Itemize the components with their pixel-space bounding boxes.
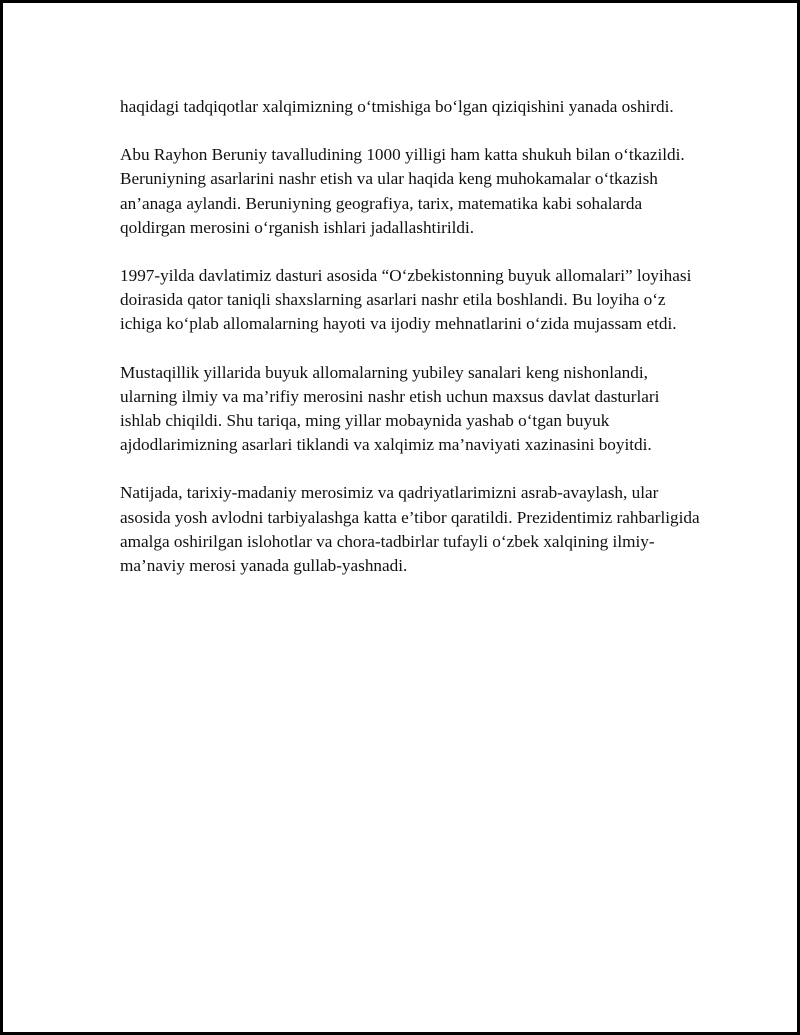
paragraph-3: 1997-yilda davlatimiz dasturi asosida “Oʻzbekistonning buyuk allomalari” loyihasi doirasida qator taniqli shaxslarning asarlari nashr etila boshlandi. Bu loyiha oʻz ichiga koʻplab allomalarning hayoti va ijodiy mehnatlarini oʻzida mujassam etdi.: [120, 266, 692, 334]
paragraph-4: Mustaqillik yillarida buyuk allomalarning yubiley sanalari keng nishonlandi, ularning ilmiy va ma’rifiy merosini nashr etish uchun maxsus davlat dasturlari ishlab chiqildi. Shu tariqa, ming yillar mobaynida yashab oʻtgan buyuk ajdodlarimizning asarlari tiklandi va xalqimiz ma’naviyati xazinasini boyitdi.: [120, 362, 660, 455]
paragraph-2: Abu Rayhon Beruniy tavalludining 1000 yilligi ham katta shukuh bilan oʻtkazildi. Beruniyning asarlarini nashr etish va ular haqida keng muhokamalar oʻtkazish an’anaga aylandi. Beruniyning geografiya, tarix, matematika kabi sohalarda qoldirgan merosini oʻrganish ishlari jadallashtirildi.: [120, 145, 685, 237]
document-body: [120, 95, 700, 602]
paragraph-1: haqidagi tadqiqotlar xalqimizning oʻtmishiga boʻlgan qiziqishini yanada oshirdi.: [120, 97, 674, 116]
paragraph-5: Natijada, tarixiy-madaniy merosimiz va qadriyatlarimizni asrab-avaylash, ular asosida yosh avlodni tarbiyalashga katta e’tibor qaratildi. Prezidentimiz rahbarligida amalga oshirilgan islohotlar va chora-tadbirlar tufayli oʻzbek xalqining ilmiy-ma’naviy merosi yanada gullab-yashnadi.: [120, 483, 700, 576]
